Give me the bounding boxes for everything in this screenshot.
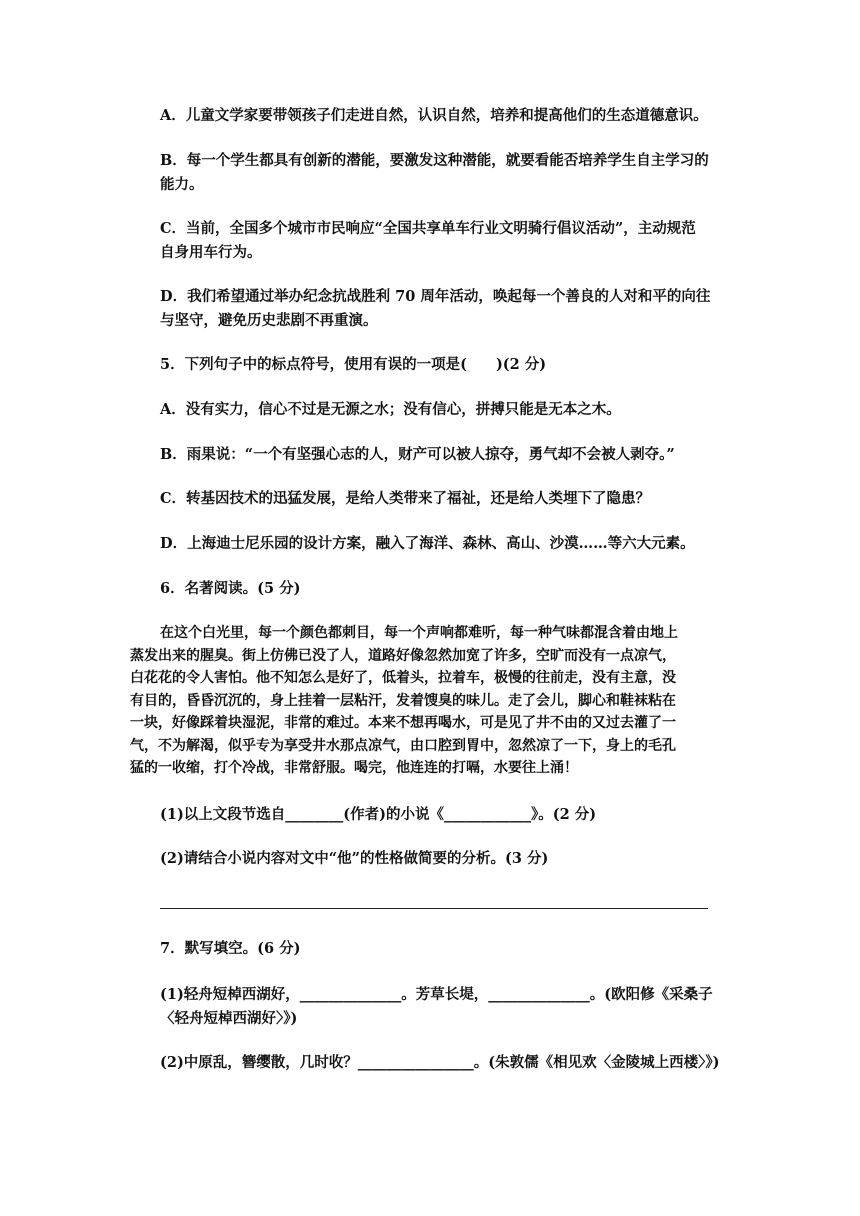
q6-stem: 6．名著阅读。(5 分): [160, 580, 301, 597]
q4-option-d-line1: D．我们希望通过举办纪念抗战胜利 70 周年活动，唤起每一个善良的人对和平的向往: [160, 288, 711, 305]
passage-line: 有目的，昏昏沉沉的，身上挂着一层粘汗，发着馊臭的味儿。走了会儿，脚心和鞋袜粘在: [130, 692, 676, 709]
q7-subquestion-1-line1: (1)轻舟短棹西湖好，______________。芳草长堤，______________。(欧阳修《采桑子: [160, 986, 713, 1003]
q5-option-d: D．上海迪士尼乐园的设计方案，融入了海洋、森林、高山、沙漠……等六大元素。: [160, 535, 695, 552]
passage-line: 猛的一收缩，打个冷战，非常舒服。喝完，他连连的打嗝，水要往上涌！: [130, 760, 578, 776]
q5-option-a: A．没有实力，信心不过是无源之水；没有信心，拼搏只能是无本之木。: [160, 401, 621, 418]
q6-subquestion-2: (2)请结合小说内容对文中“他”的性格做简要的分析。(3 分): [160, 850, 549, 867]
q5-option-b: B．雨果说：“一个有坚强心志的人，财产可以被人掠夺，勇气却不会被人剥夺。”: [160, 446, 675, 463]
q4-option-a: A．儿童文学家要带领孩子们走进自然，认识自然，培养和提高他们的生态道德意识。: [160, 107, 708, 124]
q4-option-d-line2: 与坚守，避免历史悲剧不再重演。: [160, 312, 378, 329]
q7-subquestion-2: (2)中原乱，簪缨散，几时收？________________。(朱敦儒《相见欢〈金陵城上西楼〉》): [160, 1054, 720, 1071]
passage-line: 一块，好像踩着块湿泥，非常的难过。本来不想再喝水，可是见了井不由的又过去灌了一: [130, 715, 676, 731]
q4-option-c-line2: 自身用车行为。: [160, 244, 262, 261]
q4-option-b-line1: B．每一个学生都具有创新的潜能，要激发这种潜能，就要看能否培养学生自主学习的: [160, 152, 709, 169]
q6-subquestion-1: (1)以上文段节选自________(作者)的小说《____________》。(2 分): [160, 806, 597, 823]
passage-line: 蒸发出来的腥臭。街上仿佛已没了人，道路好像忽然加宽了许多，空旷而没有一点凉气，: [130, 647, 676, 664]
q4-option-c-line1: C．当前，全国多个城市市民响应“全国共享单车行业文明骑行倡议活动”，主动规范: [160, 220, 696, 237]
q5-option-c: C．转基因技术的迅猛发展，是给人类带来了福祉，还是给人类埋下了隐患？: [160, 490, 651, 507]
q7-stem: 7．默写填空。(6 分): [160, 940, 301, 957]
q6-passage: [130, 622, 735, 780]
q4-option-b-line2: 能力。: [160, 176, 204, 193]
answer-blank-line: [160, 908, 708, 909]
passage-line: 白花花的令人害怕。他不知怎么是好了，低着头，拉着车，极慢的往前走，没有主意，没: [130, 670, 676, 686]
passage-line: 气，不为解渴，似乎专为享受井水那点凉气，由口腔到胃中，忽然凉了一下，身上的毛孔: [130, 737, 676, 754]
passage-line: 在这个白光里，每一个颜色都刺目，每一个声响都难听，每一种气味都混含着由地上: [160, 625, 678, 641]
q5-stem: 5．下列句子中的标点符号，使用有误的一项是( )(2 分): [160, 356, 547, 373]
q7-subquestion-1-line2: 〈轻舟短棹西湖好〉》): [160, 1010, 298, 1027]
